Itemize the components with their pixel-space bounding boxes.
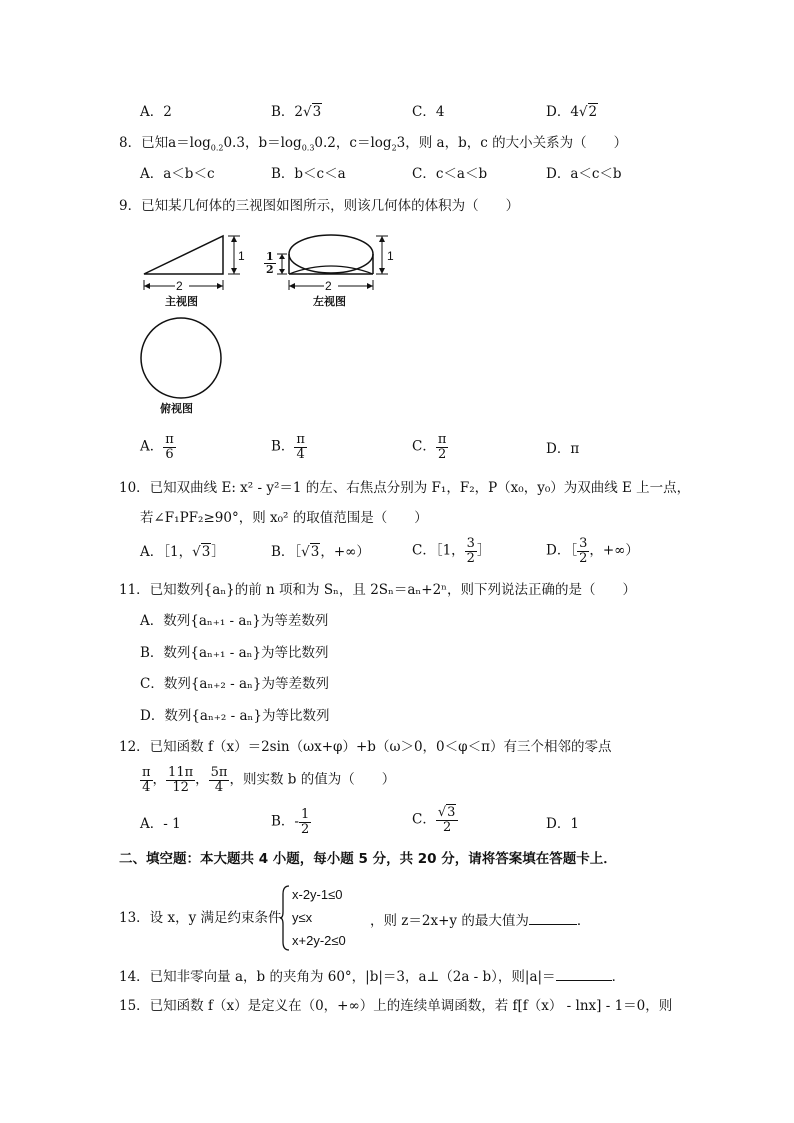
q11-option-c: C．数列{aₙ₊₂ - aₙ}为等差数列 bbox=[140, 676, 329, 692]
q8-log-base: 0.3 bbox=[301, 143, 315, 153]
frac-num: 3 bbox=[579, 536, 588, 551]
fraction bbox=[436, 806, 459, 834]
fraction bbox=[163, 433, 176, 461]
q10-option-c-post: ］ bbox=[476, 542, 491, 559]
q9-option-c-label: C． bbox=[412, 438, 436, 455]
q10-option-d bbox=[546, 537, 639, 565]
q7-option-b-label: B． bbox=[271, 104, 295, 120]
q8-stem bbox=[119, 137, 627, 153]
q12-option-b bbox=[271, 808, 311, 836]
q13-post-text: ，则 z＝2x+y 的最大值为 bbox=[370, 913, 529, 929]
q12-stem: 12．已知函数 f（x）＝2sin（ωx+φ）+b（ω＞0，0＜φ＜π）有三个相邻的零点 bbox=[119, 739, 612, 755]
q9-option-d: D．π bbox=[546, 441, 580, 457]
frac-num: π bbox=[142, 765, 151, 780]
fraction bbox=[436, 433, 449, 461]
q12-option-d: D．1 bbox=[546, 816, 579, 832]
q11-option-d: D．数列{aₙ₊₂ - aₙ}为等比数列 bbox=[140, 708, 330, 724]
q12-option-a: A．- 1 bbox=[140, 816, 181, 832]
q12-option-c-label: C． bbox=[412, 811, 436, 828]
q10-option-c-pre: C．［1， bbox=[412, 542, 465, 559]
frac-den: 4 bbox=[214, 779, 224, 795]
q9-option-a-label: A． bbox=[140, 438, 164, 455]
q8-stem-part: b＝log bbox=[258, 135, 302, 151]
top-view-circle bbox=[141, 318, 221, 398]
q10-option-d-post: ，+∞） bbox=[589, 542, 639, 559]
q7-option-b-coef: 2 bbox=[294, 104, 304, 120]
front-dim-1: 1 bbox=[238, 249, 245, 263]
q11-stem: 11．已知数列{aₙ}的前 n 项和为 Sₙ，且 2Sₙ＝aₙ+2ⁿ，则下列说法正确的是（ ） bbox=[119, 582, 637, 598]
radicand: 3 bbox=[310, 544, 320, 560]
q7-option-b bbox=[271, 106, 322, 120]
fraction bbox=[166, 766, 195, 794]
frac-den: 6 bbox=[165, 446, 174, 462]
frac-num: π bbox=[296, 432, 305, 447]
frac-den: 2 bbox=[466, 550, 475, 566]
side-dim-1: 1 bbox=[387, 249, 394, 263]
frac-num bbox=[436, 806, 459, 821]
q9-option-b-label: B． bbox=[271, 438, 295, 455]
q7-option-d-label: D． bbox=[546, 104, 571, 120]
frac-num: 11π bbox=[168, 765, 194, 780]
q13-end: ． bbox=[576, 913, 591, 929]
q8-log-base: 2 bbox=[391, 143, 397, 153]
q12-zeros bbox=[140, 766, 395, 794]
frac-den: 4 bbox=[296, 446, 305, 462]
q13-constraint-2: y≤x bbox=[292, 910, 313, 925]
q10-line2: 若∠F₁PF₂≥90°，则 x₀² 的取值范围是（ ） bbox=[140, 510, 428, 526]
q12-option-b-label: B． bbox=[271, 813, 295, 830]
frac-num: 5π bbox=[210, 765, 228, 780]
frac-den: 2 bbox=[266, 262, 274, 276]
side-view-ellipse bbox=[289, 235, 373, 273]
q8-option-c: C．c＜a＜b bbox=[412, 166, 488, 182]
fraction bbox=[465, 537, 477, 565]
q8-log-base: 0.2 bbox=[210, 143, 224, 153]
q11-option-a: A．数列{aₙ₊₁ - aₙ}为等差数列 bbox=[140, 613, 329, 629]
q9-stem: 9．已知某几何体的三视图如图所示，则该几何体的体积为（ ） bbox=[119, 198, 520, 214]
q10-option-b-pre: B．［ bbox=[271, 544, 302, 560]
frac-den: 2 bbox=[300, 821, 310, 837]
fraction bbox=[294, 433, 307, 461]
minus-sign: - bbox=[294, 813, 299, 830]
sqrt-sign: √3 bbox=[301, 544, 320, 560]
q10-option-b bbox=[271, 546, 370, 560]
sqrt-sign: √3 bbox=[303, 104, 322, 120]
comma: ， bbox=[152, 771, 167, 788]
q10-line1: 10．已知双曲线 E: x² - y²＝1 的左、右焦点分别为 F₁，F₂，P（x₀，y₀）为双曲线 E 上一点， bbox=[119, 480, 691, 496]
q10-option-a-post: ］ bbox=[211, 544, 225, 560]
q13-post bbox=[370, 912, 590, 929]
frac-num: π bbox=[437, 432, 447, 447]
fraction bbox=[577, 537, 589, 565]
q10-option-d-pre: D．［ bbox=[546, 542, 578, 559]
q8-option-a: A．a＜b＜c bbox=[140, 166, 215, 182]
front-view-triangle bbox=[144, 236, 223, 274]
frac-den: 12 bbox=[172, 779, 189, 795]
q8-stem-part: 8．已知 bbox=[119, 135, 169, 151]
frac-den: 4 bbox=[142, 779, 151, 795]
answer-blank bbox=[556, 968, 612, 981]
q7-option-c: C．4 bbox=[412, 104, 445, 120]
q10-option-c bbox=[412, 537, 490, 565]
q9-option-a bbox=[140, 433, 176, 461]
q8-stem-part: a＝log bbox=[168, 135, 211, 151]
q7-option-d bbox=[546, 106, 598, 120]
sqrt-sign: √3 bbox=[192, 544, 211, 560]
q8-stem-part: 0.2， bbox=[314, 135, 350, 151]
q7-option-b-radicand: 3 bbox=[312, 104, 322, 120]
q8-stem-part: 0.3， bbox=[223, 135, 259, 151]
sqrt-sign: √3 bbox=[437, 805, 456, 820]
fraction bbox=[140, 766, 153, 794]
q7-option-d-radicand: 2 bbox=[588, 104, 598, 120]
q8-stem-part: c＝log bbox=[349, 135, 392, 151]
side-view-label: 左视图 bbox=[313, 295, 346, 308]
radicand: 3 bbox=[447, 805, 456, 820]
section-heading: 二、填空题：本大题共 4 小题，每小题 5 分，共 20 分，请将答案填在答题卡上． bbox=[119, 851, 617, 867]
q14-text: 14．已知非零向量 a，b 的夹角为 60°，|b|＝3，a⊥（2a - b），则|a|＝ bbox=[119, 969, 556, 985]
comma: ， bbox=[195, 771, 209, 788]
front-view-label: 主视图 bbox=[165, 295, 198, 308]
q10-option-a-pre: A．［1， bbox=[140, 544, 193, 560]
frac-num: 1 bbox=[300, 807, 310, 822]
q12-tail: ，则实数 b 的值为（ ） bbox=[229, 771, 396, 788]
fraction bbox=[209, 766, 230, 794]
q13-constraint-1: x-2y-1≤0 bbox=[292, 887, 343, 902]
q14-end: ． bbox=[611, 969, 626, 985]
radicand: 3 bbox=[201, 544, 211, 560]
q13-constraint-3: x+2y-2≤0 bbox=[292, 933, 346, 948]
frac-den: 2 bbox=[579, 550, 588, 566]
left-brace-icon bbox=[279, 884, 291, 952]
top-view-label: 俯视图 bbox=[160, 402, 193, 415]
q7-option-d-coef: 4 bbox=[570, 104, 579, 120]
side-dim-2: 2 bbox=[325, 279, 332, 293]
q7-option-a: A．2 bbox=[140, 104, 172, 120]
answer-blank bbox=[529, 912, 577, 925]
q8-stem-part: 3，则 a，b，c 的大小关系为（ ） bbox=[396, 135, 628, 151]
frac-num: π bbox=[165, 432, 174, 447]
frac-den: 2 bbox=[437, 446, 447, 462]
front-dim-2: 2 bbox=[176, 279, 183, 293]
q8-option-b: B．b＜c＜a bbox=[271, 166, 346, 182]
q11-option-b: B．数列{aₙ₊₁ - aₙ}为等比数列 bbox=[140, 645, 329, 661]
fraction bbox=[299, 808, 311, 836]
frac-den: 2 bbox=[442, 819, 452, 835]
q10-option-a bbox=[140, 546, 225, 560]
q9-option-c bbox=[412, 433, 448, 461]
q8-option-d: D．a＜c＜b bbox=[546, 166, 622, 182]
sqrt-sign: √2 bbox=[578, 104, 598, 120]
frac-num: 3 bbox=[466, 536, 475, 551]
q14 bbox=[119, 968, 625, 985]
q13-pre: 13．设 x，y 满足约束条件 bbox=[119, 910, 282, 926]
q9-option-b bbox=[271, 433, 307, 461]
side-dim-half bbox=[264, 251, 276, 275]
q12-option-c bbox=[412, 806, 458, 834]
q15: 15．已知函数 f（x）是定义在（0，+∞）上的连续单调函数，若 f[f（x） - lnx] - 1＝0，则 bbox=[119, 998, 673, 1014]
frac-num: 1 bbox=[266, 250, 274, 263]
q10-option-b-post: ，+∞） bbox=[320, 544, 370, 560]
